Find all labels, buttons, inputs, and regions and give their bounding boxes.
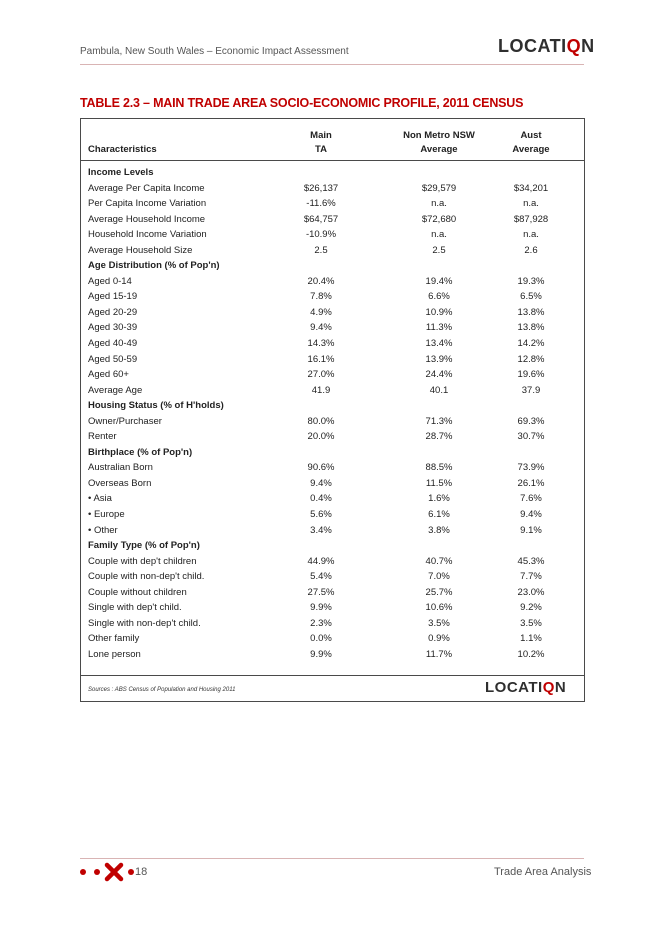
non-metro-nsw-value: 0.9%: [428, 633, 450, 645]
main-ta-value: 9.4%: [310, 477, 332, 489]
logo-accent: Q: [566, 36, 582, 56]
non-metro-nsw-value: $72,680: [421, 213, 457, 225]
main-ta-value: 90.6%: [307, 462, 335, 474]
table-row: [81, 243, 584, 259]
column-header-non-metro-nsw-line2: Average: [420, 144, 458, 155]
aust-value: 13.8%: [517, 322, 545, 334]
table-title: TABLE 2.3 – MAIN TRADE AREA SOCIO-ECONOMIC PROFILE, 2011 CENSUS: [80, 96, 524, 110]
non-metro-nsw-value: 3.8%: [428, 524, 450, 536]
column-header-main-ta-line2: TA: [315, 144, 327, 155]
column-header-non-metro-nsw-line1: Non Metro NSW: [403, 130, 475, 141]
non-metro-nsw-value: 7.0%: [428, 571, 450, 583]
section-heading-row: [81, 538, 584, 554]
table-body: [81, 165, 584, 663]
main-ta-value: -11.6%: [306, 198, 336, 210]
aust-value: 9.2%: [520, 602, 542, 614]
main-ta-value: 9.9%: [310, 648, 332, 660]
aust-value: n.a.: [523, 229, 539, 241]
non-metro-nsw-value: $29,579: [421, 182, 457, 194]
aust-value: 9.4%: [520, 509, 542, 521]
main-ta-value: $26,137: [303, 182, 339, 194]
column-header-non-metro-nsw: [384, 129, 494, 157]
main-ta-value: 27.5%: [307, 586, 335, 598]
aust-value: $87,928: [513, 213, 549, 225]
location-iq-logo: [498, 36, 595, 57]
table-row: [81, 181, 584, 197]
non-metro-nsw-value: 71.3%: [425, 415, 453, 427]
non-metro-nsw-value: 10.9%: [425, 306, 453, 318]
non-metro-nsw-value: 40.7%: [425, 555, 453, 567]
non-metro-nsw-value: n.a.: [431, 229, 447, 241]
aust-value: 6.5%: [520, 291, 542, 303]
table-row: [81, 491, 584, 507]
aust-value: 1.1%: [520, 633, 542, 645]
main-ta-value: -10.9%: [305, 229, 337, 241]
row-label: Couple with dep't children: [88, 555, 197, 567]
aust-value: $34,201: [513, 182, 549, 194]
non-metro-nsw-value: 13.9%: [425, 353, 453, 365]
column-header-aust-line2: Average: [512, 144, 550, 155]
main-ta-value: 3.4%: [310, 524, 332, 536]
aust-value: 13.8%: [517, 306, 545, 318]
main-ta-value: 5.4%: [310, 571, 332, 583]
table-row: [81, 305, 584, 321]
table-row: [81, 320, 584, 336]
header-rule: [80, 64, 584, 65]
row-label: Aged 0-14: [88, 275, 132, 287]
main-ta-value: 20.4%: [307, 275, 335, 287]
table-row: [81, 212, 584, 228]
footer-dot: [80, 869, 86, 875]
main-ta-value: 20.0%: [307, 431, 335, 443]
row-label: Average Household Income: [88, 213, 206, 225]
aust-value: 19.6%: [517, 369, 545, 381]
table-row: [81, 647, 584, 663]
main-ta-value: 7.8%: [310, 291, 332, 303]
table-row: [81, 631, 584, 647]
aust-value: 2.6: [524, 244, 538, 256]
table-row: [81, 383, 584, 399]
row-label: Overseas Born: [88, 477, 152, 489]
row-label: • Europe: [88, 509, 125, 521]
column-header-characteristics: Characteristics: [88, 144, 157, 155]
location-iq-logo-small: [485, 679, 566, 696]
aust-value: 30.7%: [517, 431, 545, 443]
aust-value: 12.8%: [517, 353, 545, 365]
non-metro-nsw-value: 6.6%: [428, 291, 450, 303]
aust-value: 45.3%: [517, 555, 545, 567]
logo-text: LOCATI: [498, 36, 567, 56]
row-label: Average Per Capita Income: [88, 182, 205, 194]
footer-divider: [81, 675, 584, 676]
row-label: Household Income Variation: [88, 229, 207, 241]
row-label: Income Levels: [88, 167, 154, 178]
non-metro-nsw-value: 3.5%: [428, 617, 450, 629]
main-ta-value: 5.6%: [310, 509, 332, 521]
table-row: [81, 367, 584, 383]
main-ta-value: 9.9%: [310, 602, 332, 614]
section-heading-row: [81, 165, 584, 181]
section-heading-row: [81, 445, 584, 461]
non-metro-nsw-value: 40.1: [429, 384, 449, 396]
row-label: Family Type (% of Pop'n): [88, 540, 200, 552]
row-label: Australian Born: [88, 462, 153, 474]
column-header-main-ta: [271, 129, 371, 157]
page-number: 18: [135, 866, 148, 878]
row-label: • Other: [88, 524, 118, 536]
non-metro-nsw-value: 10.6%: [425, 602, 453, 614]
main-ta-value: 14.3%: [307, 338, 335, 350]
table-row: [81, 336, 584, 352]
main-ta-value: $64,757: [303, 213, 339, 225]
logo-tail: N: [554, 679, 567, 696]
table-row: [81, 274, 584, 290]
aust-value: 23.0%: [517, 586, 545, 598]
non-metro-nsw-value: 6.1%: [428, 509, 450, 521]
x-mark-icon: [104, 862, 124, 882]
logo-text: LOCATI: [485, 679, 543, 696]
non-metro-nsw-value: 19.4%: [425, 275, 453, 287]
non-metro-nsw-value: 11.3%: [425, 322, 453, 334]
row-label: Aged 15-19: [88, 291, 138, 303]
non-metro-nsw-value: 24.4%: [425, 369, 453, 381]
row-label: Renter: [88, 431, 117, 443]
table-row: [81, 569, 584, 585]
table-row: [81, 196, 584, 212]
table-row: [81, 352, 584, 368]
non-metro-nsw-value: n.a.: [431, 198, 447, 210]
footer-rule: [80, 858, 584, 859]
main-ta-value: 80.0%: [307, 415, 335, 427]
main-ta-value: 2.5: [314, 244, 328, 256]
row-label: Housing Status (% of H'holds): [88, 400, 224, 412]
main-ta-value: 0.0%: [310, 633, 332, 645]
table-row: [81, 289, 584, 305]
row-label: Age Distribution (% of Pop'n): [88, 260, 220, 272]
non-metro-nsw-value: 1.6%: [428, 493, 450, 505]
row-label: Aged 20-29: [88, 306, 138, 318]
row-label: Aged 40-49: [88, 338, 138, 350]
table-row: [81, 507, 584, 523]
main-ta-value: 16.1%: [307, 353, 335, 365]
aust-value: 19.3%: [517, 275, 545, 287]
row-label: Owner/Purchaser: [88, 415, 162, 427]
main-ta-value: 0.4%: [310, 493, 332, 505]
row-label: • Asia: [88, 493, 112, 505]
main-ta-value: 9.4%: [310, 322, 332, 334]
footer-dot: [94, 869, 100, 875]
non-metro-nsw-value: 2.5: [432, 244, 446, 256]
row-label: Birthplace (% of Pop'n): [88, 446, 193, 458]
row-label: Single with dep't child.: [88, 602, 182, 614]
main-ta-value: 27.0%: [307, 369, 335, 381]
logo-tail: N: [581, 36, 595, 56]
aust-value: 7.7%: [520, 571, 542, 583]
table-row: [81, 585, 584, 601]
table-row: [81, 616, 584, 632]
column-header-aust-line1: Aust: [520, 130, 542, 141]
column-header-main-ta-line1: Main: [310, 130, 332, 141]
aust-value: 10.2%: [517, 648, 545, 660]
aust-value: 7.6%: [520, 493, 542, 505]
row-label: Single with non-dep't child.: [88, 617, 201, 629]
non-metro-nsw-value: 11.7%: [425, 648, 453, 660]
table-box: [80, 118, 585, 702]
main-ta-value: 4.9%: [310, 306, 332, 318]
row-label: Couple with non-dep't child.: [88, 571, 205, 583]
main-ta-value: 44.9%: [307, 555, 335, 567]
aust-value: n.a.: [523, 198, 539, 210]
row-label: Aged 60+: [88, 369, 129, 381]
aust-value: 37.9: [521, 384, 541, 396]
section-heading-row: [81, 398, 584, 414]
column-header-aust: [491, 129, 571, 157]
non-metro-nsw-value: 28.7%: [425, 431, 453, 443]
table-row: [81, 600, 584, 616]
section-heading-row: [81, 258, 584, 274]
table-row: [81, 429, 584, 445]
row-label: Average Household Size: [88, 244, 193, 256]
aust-value: 73.9%: [517, 462, 545, 474]
footer-section-name: Trade Area Analysis: [494, 866, 592, 878]
aust-value: 14.2%: [517, 338, 545, 350]
row-label: Other family: [88, 633, 140, 645]
table-row: [81, 554, 584, 570]
table-row: [81, 476, 584, 492]
source-note: Sources : ABS Census of Population and Housing 2011: [88, 687, 236, 693]
logo-accent: Q: [542, 679, 555, 696]
non-metro-nsw-value: 13.4%: [425, 338, 453, 350]
aust-value: 26.1%: [517, 477, 545, 489]
aust-value: 3.5%: [520, 617, 542, 629]
table-row: [81, 460, 584, 476]
footer-dot: [128, 869, 134, 875]
aust-value: 69.3%: [517, 415, 545, 427]
table-row: [81, 227, 584, 243]
row-label: Per Capita Income Variation: [88, 198, 207, 210]
header-divider: [81, 160, 584, 161]
row-label: Aged 50-59: [88, 353, 138, 365]
main-ta-value: 41.9: [311, 384, 331, 396]
non-metro-nsw-value: 88.5%: [425, 462, 453, 474]
table-row: [81, 523, 584, 539]
main-ta-value: 2.3%: [310, 617, 332, 629]
table-row: [81, 414, 584, 430]
non-metro-nsw-value: 11.5%: [425, 477, 453, 489]
aust-value: 9.1%: [520, 524, 542, 536]
page-header-text: Pambula, New South Wales – Economic Impact Assessment: [80, 46, 349, 57]
row-label: Average Age: [88, 384, 143, 396]
row-label: Aged 30-39: [88, 322, 138, 334]
row-label: Lone person: [88, 648, 141, 660]
non-metro-nsw-value: 25.7%: [425, 586, 453, 598]
row-label: Couple without children: [88, 586, 187, 598]
